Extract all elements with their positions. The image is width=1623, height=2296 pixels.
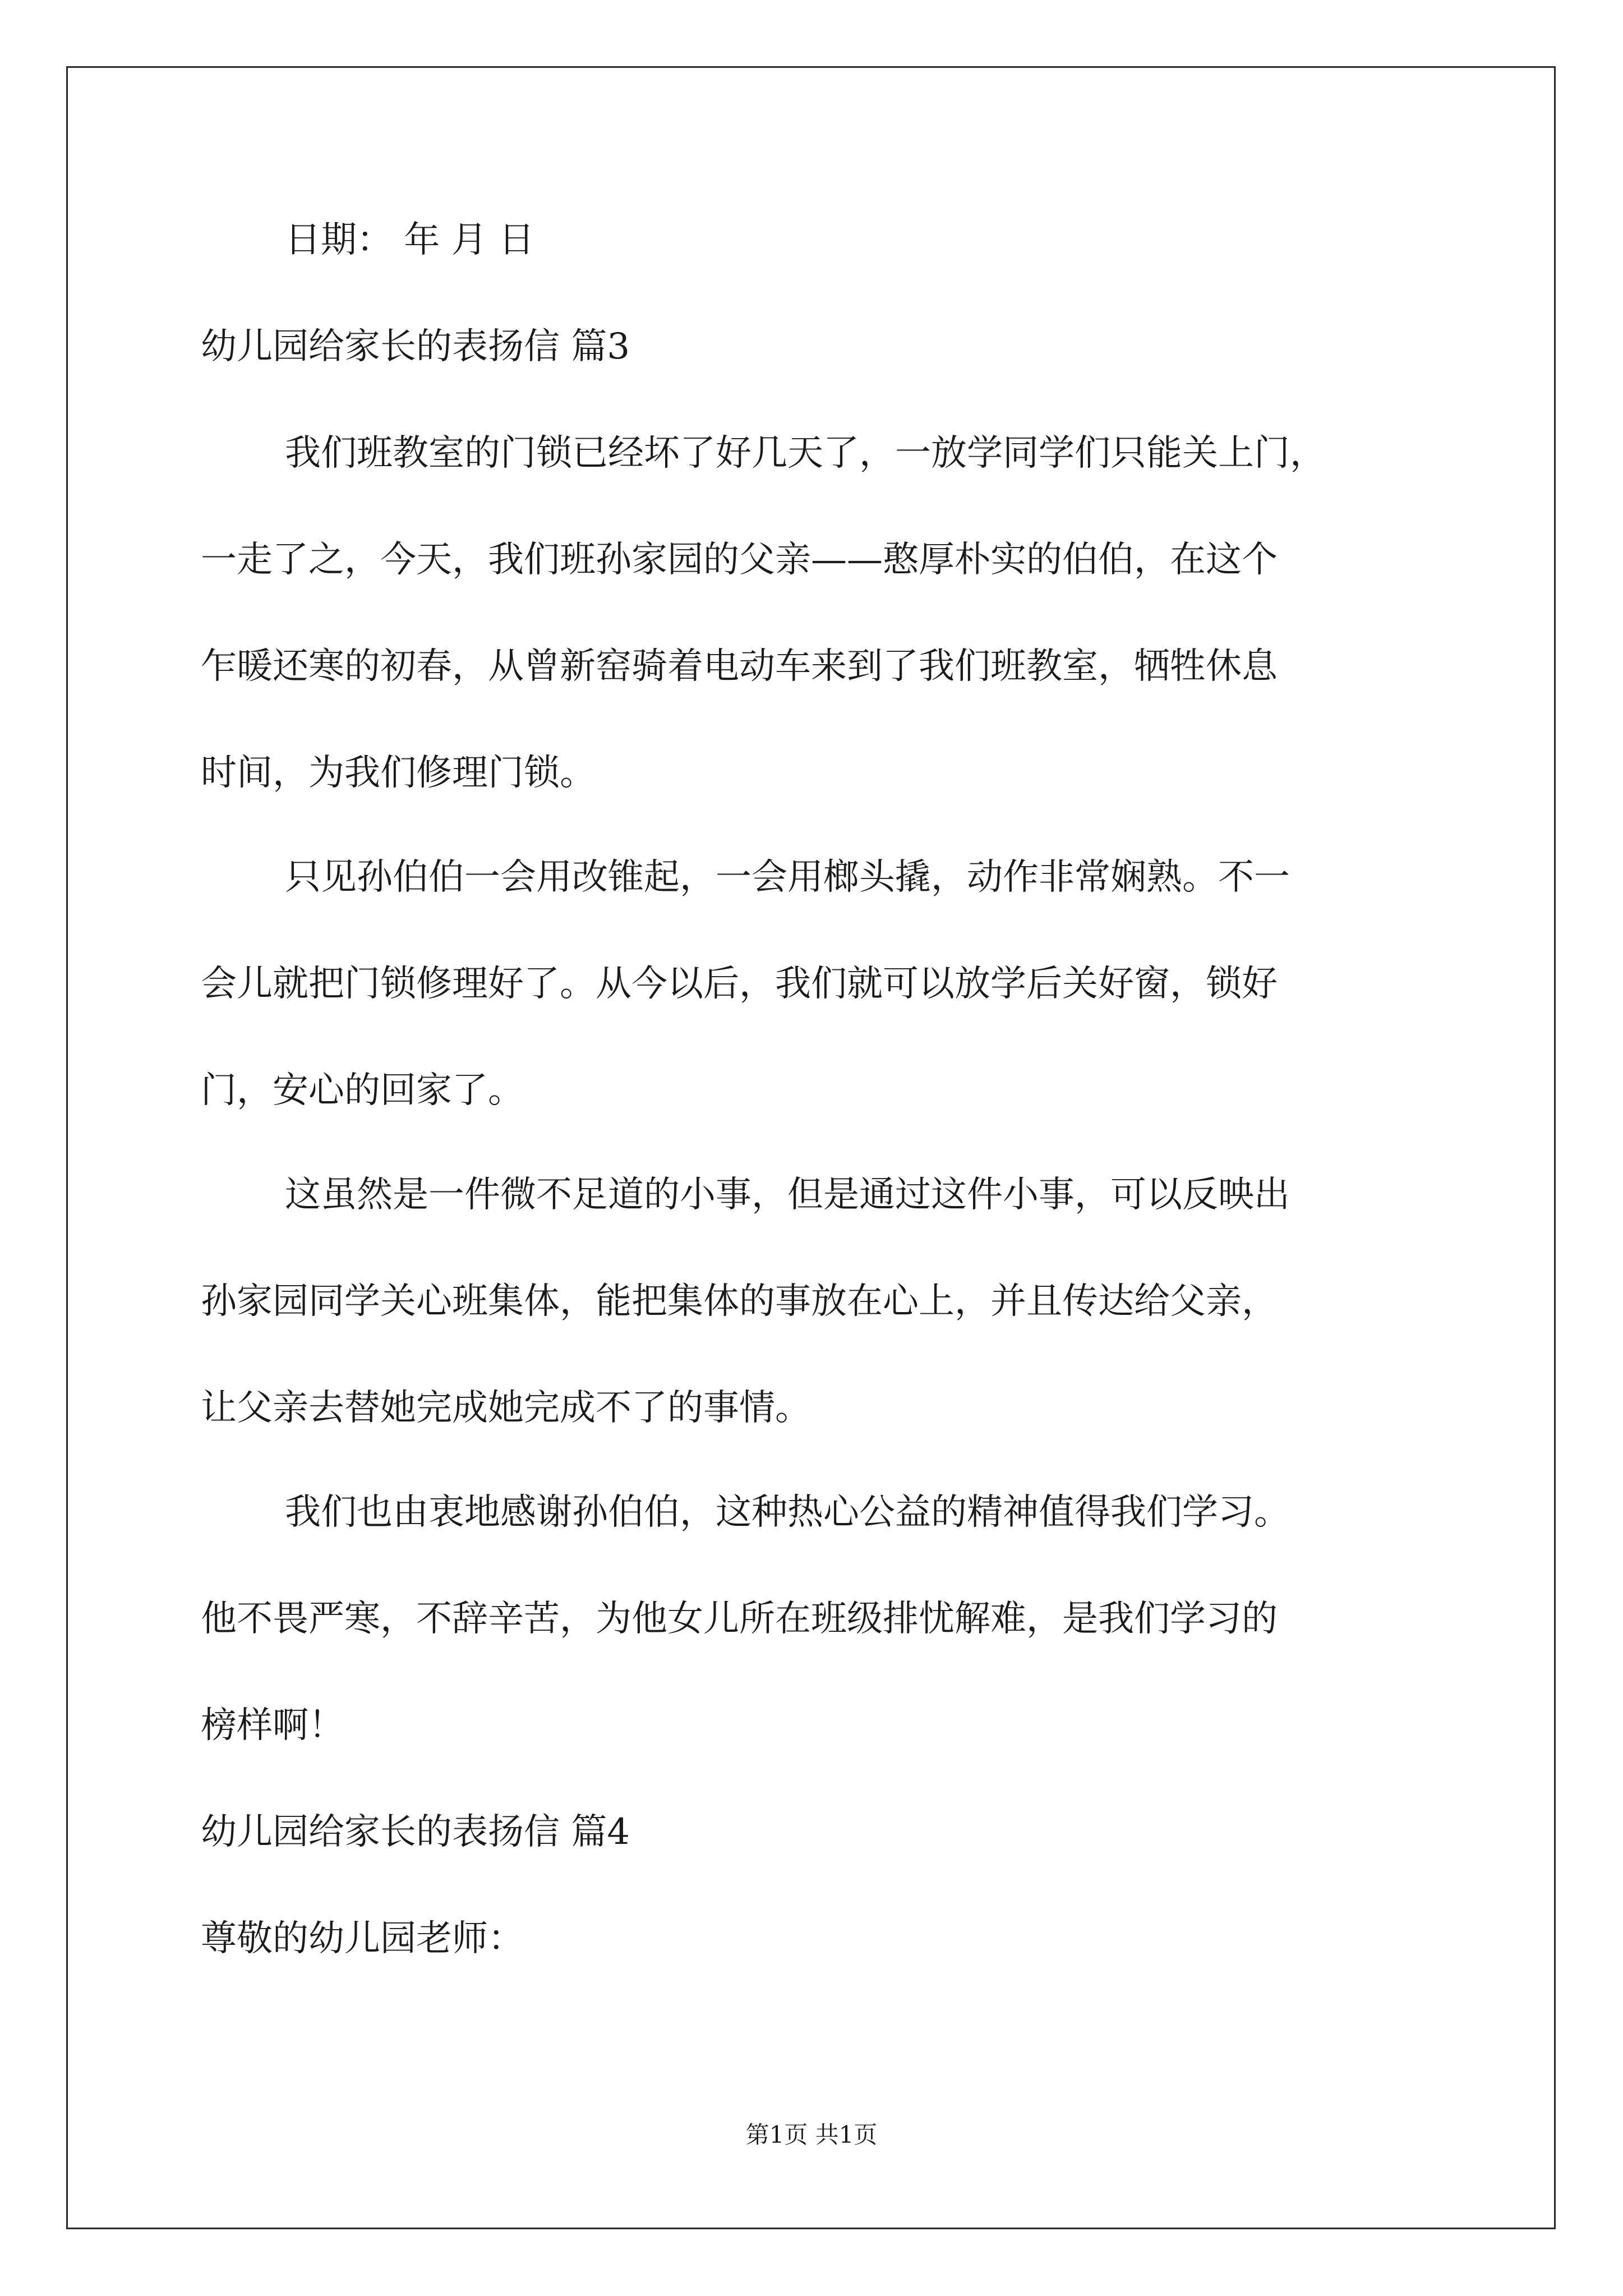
- section-heading: 幼儿园给家长的表扬信 篇4: [201, 1811, 630, 1853]
- paragraph-line: 我们也由衷地感谢孙伯伯，这种热心公益的精神值得我们学习。: [285, 1492, 1290, 1533]
- paragraph-line: 他不畏严寒，不辞辛苦，为他女儿所在班级排忧解难，是我们学习的: [201, 1598, 1278, 1640]
- paragraph-line: 孙家园同学关心班集体，能把集体的事放在心上，并且传达给父亲，: [201, 1281, 1278, 1322]
- paragraph-line: 这虽然是一件微不足道的小事，但是通过这件小事，可以反映出: [285, 1174, 1290, 1216]
- paragraph: [201, 850, 1435, 1117]
- paragraph: [201, 426, 1435, 800]
- paragraph-line: 我们班教室的门锁已经坏了好几天了，一放学同学们只能关上门，: [285, 432, 1326, 474]
- paragraph-line: 门，安心的回家了。: [201, 1070, 524, 1111]
- section-heading: 幼儿园给家长的表扬信 篇3: [201, 326, 630, 367]
- paragraph-line: 会儿就把门锁修理好了。从今以后，我们就可以放学后关好窗，锁好: [201, 963, 1278, 1005]
- paragraph-line: 只见孙伯伯一会用改锥起，一会用榔头撬，动作非常娴熟。不一: [285, 857, 1290, 898]
- date-line: 日期： 年 月 日: [285, 219, 535, 261]
- page-footer: 第1页 共1页: [745, 2121, 878, 2148]
- paragraph-line: 时间，为我们修理门锁。: [201, 752, 596, 794]
- paragraph-line: 一走了之，今天，我们班孙家园的父亲——憨厚朴实的伯伯，在这个: [201, 539, 1278, 581]
- paragraph-line: 乍暖还寒的初春，从曾新窑骑着电动车来到了我们班教室，牺牲休息: [201, 646, 1278, 687]
- paragraph-line: 让父亲去替她完成她完成不了的事情。: [201, 1387, 811, 1429]
- paragraph-line: 榜样啊！: [201, 1705, 344, 1746]
- salutation: 尊敬的幼儿园老师：: [201, 1918, 524, 1959]
- document-body: [201, 213, 1435, 1966]
- paragraph: [201, 1485, 1435, 1752]
- paragraph: [201, 1168, 1435, 1435]
